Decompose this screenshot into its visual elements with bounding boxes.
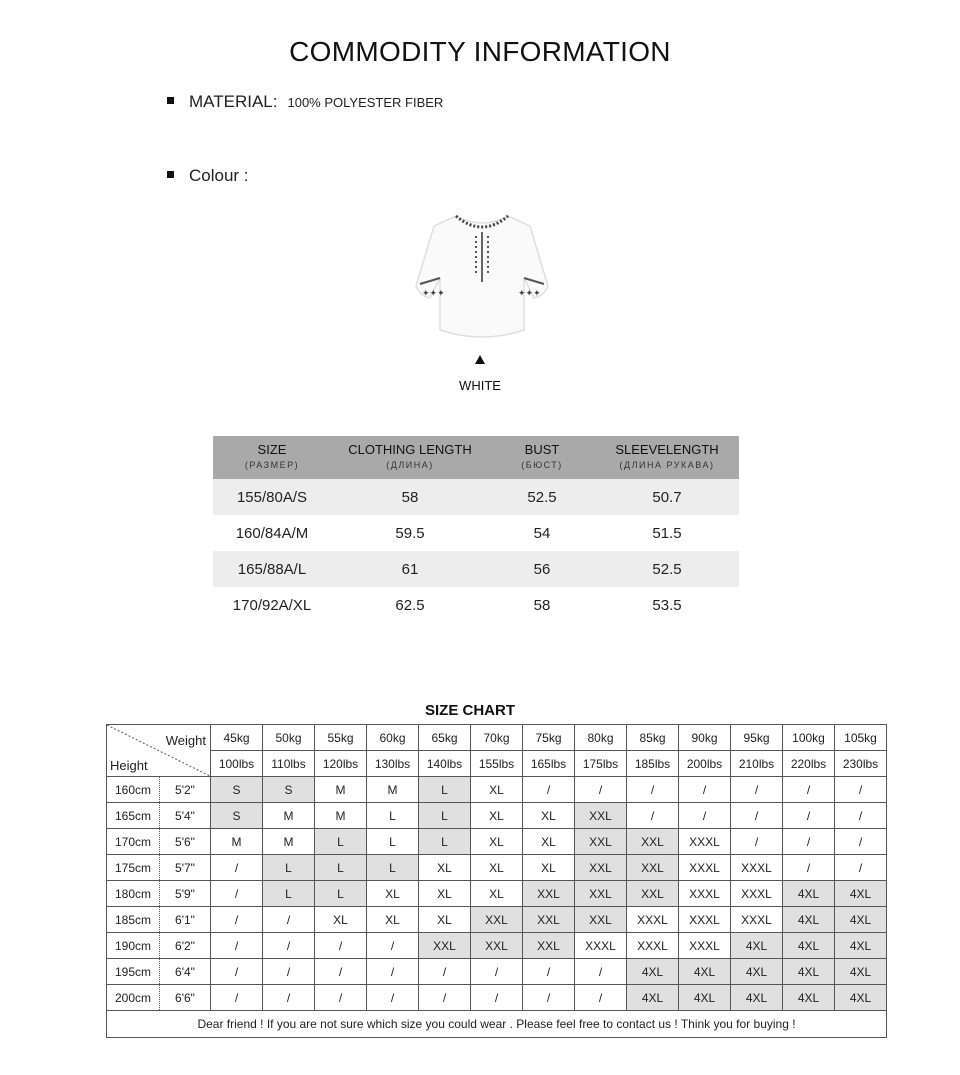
size-cell: / [783, 803, 835, 829]
size-cell: 4XL [679, 985, 731, 1011]
weight-kg-cell: 80kg [575, 725, 627, 751]
size-cell: 4XL [731, 985, 783, 1011]
table-cell: 155/80A/S [236, 488, 308, 506]
size-cell: XXXL [627, 907, 679, 933]
height-cm-cell: 190cm [107, 933, 160, 959]
height-cm-cell: 160cm [107, 777, 160, 803]
page-title: COMMODITY INFORMATION [289, 36, 671, 67]
size-cell: / [523, 959, 575, 985]
height-ft-cell: 6'4" [160, 959, 211, 985]
size-cell: / [575, 777, 627, 803]
size-cell: L [315, 829, 367, 855]
material-label: MATERIAL: [189, 92, 278, 111]
header-sublabel: (РАЗМЕР) [244, 460, 300, 470]
height-ft-cell: 5'6" [160, 829, 211, 855]
table-cell: 52.5 [652, 560, 682, 578]
table-cell: 53.5 [652, 596, 682, 614]
size-cell: / [263, 959, 315, 985]
size-cell: / [835, 803, 887, 829]
size-cell: / [211, 933, 263, 959]
size-cell: / [263, 933, 315, 959]
size-chart-row [107, 959, 887, 985]
size-cell: 4XL [679, 959, 731, 985]
height-ft-cell: 5'7" [160, 855, 211, 881]
size-cell: / [627, 803, 679, 829]
size-cell: / [367, 985, 419, 1011]
colour-label: Colour : [189, 166, 249, 185]
size-cell: / [315, 985, 367, 1011]
height-ft-cell: 6'6" [160, 985, 211, 1011]
size-cell: / [367, 959, 419, 985]
size-cell: L [315, 881, 367, 907]
size-cell: L [419, 777, 471, 803]
size-table-header-cell [213, 436, 331, 479]
size-cell: / [575, 959, 627, 985]
size-cell: / [523, 777, 575, 803]
weight-kg-cell: 65kg [419, 725, 471, 751]
arrow-up-icon [475, 355, 485, 364]
size-cell: / [367, 933, 419, 959]
bullet-square-icon [167, 97, 174, 104]
size-cell: M [263, 803, 315, 829]
height-ft-cell: 5'9" [160, 881, 211, 907]
size-cell: M [367, 777, 419, 803]
size-cell: L [419, 803, 471, 829]
size-cell: M [211, 829, 263, 855]
size-cell: XXL [627, 855, 679, 881]
table-cell: 59.5 [395, 524, 425, 542]
bullet-square-icon [167, 171, 174, 178]
size-chart-row [107, 881, 887, 907]
size-cell: XXL [523, 933, 575, 959]
size-cell: / [211, 907, 263, 933]
size-table-header-cell [595, 436, 739, 479]
size-cell: / [211, 959, 263, 985]
size-cell: XXL [575, 855, 627, 881]
size-cell: XXL [627, 881, 679, 907]
table-row [213, 479, 739, 515]
size-cell: XL [419, 881, 471, 907]
weight-kg-cell: 75kg [523, 725, 575, 751]
size-cell: XXL [575, 881, 627, 907]
colour-row [167, 166, 249, 186]
size-measurement-table [213, 436, 739, 623]
table-cell: 52.5 [527, 488, 557, 506]
weight-kg-cell: 60kg [367, 725, 419, 751]
size-cell: / [783, 777, 835, 803]
header-label: CLOTHING LENGTH [348, 442, 472, 457]
size-cell: XL [367, 907, 419, 933]
table-cell: 51.5 [652, 524, 682, 542]
height-ft-cell: 6'2" [160, 933, 211, 959]
size-cell: / [471, 985, 523, 1011]
size-cell: 4XL [627, 985, 679, 1011]
weight-lbs-cell: 200lbs [679, 751, 731, 777]
weight-lbs-cell: 230lbs [835, 751, 887, 777]
size-cell: / [211, 855, 263, 881]
weight-lbs-cell: 120lbs [315, 751, 367, 777]
size-cell: XL [315, 907, 367, 933]
table-cell: 50.7 [652, 488, 682, 506]
colour-name: WHITE [459, 378, 501, 393]
size-cell: L [263, 881, 315, 907]
size-cell: XL [367, 881, 419, 907]
chart-corner-cell [107, 725, 211, 777]
height-ft-cell: 5'2" [160, 777, 211, 803]
weight-kg-cell: 100kg [783, 725, 835, 751]
size-cell: / [263, 907, 315, 933]
table-cell: 62.5 [395, 596, 425, 614]
size-chart-title: SIZE CHART [425, 702, 515, 719]
size-cell: L [263, 855, 315, 881]
size-cell: / [315, 959, 367, 985]
size-cell: XL [419, 907, 471, 933]
size-cell: 4XL [835, 881, 887, 907]
table-row [213, 515, 739, 551]
size-cell: / [731, 829, 783, 855]
size-cell: 4XL [835, 907, 887, 933]
weight-kg-cell: 105kg [835, 725, 887, 751]
size-chart-row [107, 985, 887, 1011]
size-cell: / [627, 777, 679, 803]
size-cell: / [835, 855, 887, 881]
size-cell: 4XL [783, 881, 835, 907]
header-label: SIZE [257, 442, 287, 457]
weight-lbs-cell: 100lbs [211, 751, 263, 777]
size-chart-row [107, 803, 887, 829]
size-cell: S [211, 803, 263, 829]
size-chart-table [106, 724, 887, 1038]
size-cell: 4XL [783, 959, 835, 985]
size-cell: / [315, 933, 367, 959]
height-cm-cell: 170cm [107, 829, 160, 855]
size-cell: XXL [471, 907, 523, 933]
size-chart-row [107, 855, 887, 881]
weight-kg-cell: 70kg [471, 725, 523, 751]
size-cell: / [835, 829, 887, 855]
size-cell: / [731, 803, 783, 829]
size-cell: / [263, 985, 315, 1011]
size-cell: / [835, 777, 887, 803]
size-cell: 4XL [627, 959, 679, 985]
size-cell: 4XL [835, 933, 887, 959]
size-cell: XXL [575, 907, 627, 933]
weight-kg-cell: 90kg [679, 725, 731, 751]
size-cell: XXXL [731, 907, 783, 933]
size-cell: XXL [575, 829, 627, 855]
size-chart-row [107, 907, 887, 933]
size-cell: S [263, 777, 315, 803]
height-cm-cell: 165cm [107, 803, 160, 829]
size-cell: XXXL [575, 933, 627, 959]
size-cell: XL [471, 803, 523, 829]
size-cell: / [419, 985, 471, 1011]
height-axis-label: Height [110, 758, 148, 773]
size-cell: M [315, 803, 367, 829]
size-cell: XL [471, 881, 523, 907]
size-cell: XXXL [627, 933, 679, 959]
size-cell: XXXL [731, 881, 783, 907]
size-cell: XXL [523, 881, 575, 907]
size-cell: XXL [471, 933, 523, 959]
weight-lbs-cell: 165lbs [523, 751, 575, 777]
size-table-header-cell [489, 436, 595, 479]
size-cell: XXXL [679, 933, 731, 959]
height-cm-cell: 175cm [107, 855, 160, 881]
size-cell: XXXL [679, 907, 731, 933]
size-cell: L [419, 829, 471, 855]
header-label: SLEEVELENGTH [615, 442, 719, 457]
weight-lbs-cell: 185lbs [627, 751, 679, 777]
weight-lbs-cell: 175lbs [575, 751, 627, 777]
table-row [213, 587, 739, 623]
size-cell: L [367, 855, 419, 881]
table-cell: 54 [533, 524, 551, 542]
height-cm-cell: 185cm [107, 907, 160, 933]
height-ft-cell: 6'1" [160, 907, 211, 933]
size-cell: / [471, 959, 523, 985]
svg-text:✦✦✦: ✦✦✦ [518, 289, 541, 299]
weight-kg-cell: 45kg [211, 725, 263, 751]
weight-lbs-cell: 210lbs [731, 751, 783, 777]
height-cm-cell: 180cm [107, 881, 160, 907]
weight-kg-cell: 50kg [263, 725, 315, 751]
size-cell: L [315, 855, 367, 881]
size-chart-footer: Dear friend ! If you are not sure which size you could wear . Please feel free to contact us ! Think you for buying ! [107, 1011, 887, 1038]
table-cell: 61 [401, 560, 419, 578]
weight-kg-row [107, 725, 887, 751]
weight-lbs-row [107, 751, 887, 777]
table-cell: 58 [401, 488, 419, 506]
size-cell: XXXL [679, 855, 731, 881]
size-cell: XL [523, 829, 575, 855]
size-chart-row [107, 777, 887, 803]
table-cell: 170/92A/XL [232, 596, 312, 614]
weight-kg-cell: 55kg [315, 725, 367, 751]
material-row [167, 92, 443, 112]
size-cell: XXXL [731, 855, 783, 881]
size-cell: XXL [627, 829, 679, 855]
height-cm-cell: 200cm [107, 985, 160, 1011]
size-cell: / [575, 985, 627, 1011]
size-cell: M [315, 777, 367, 803]
size-cell: XXL [523, 907, 575, 933]
size-cell: S [211, 777, 263, 803]
size-cell: XXL [575, 803, 627, 829]
svg-text:✦✦✦: ✦✦✦ [422, 289, 445, 299]
size-cell: XXXL [679, 881, 731, 907]
header-label: BUST [524, 442, 560, 457]
size-cell: 4XL [783, 985, 835, 1011]
size-table-header-cell [331, 436, 489, 479]
table-row [213, 551, 739, 587]
weight-lbs-cell: 140lbs [419, 751, 471, 777]
size-cell: 4XL [835, 959, 887, 985]
size-table-header [213, 436, 739, 479]
size-cell: L [367, 803, 419, 829]
size-cell: XL [471, 855, 523, 881]
size-cell: / [731, 777, 783, 803]
size-cell: / [679, 803, 731, 829]
size-cell: / [783, 855, 835, 881]
size-chart-row [107, 829, 887, 855]
size-cell: / [783, 829, 835, 855]
weight-kg-cell: 95kg [731, 725, 783, 751]
size-cell: 4XL [731, 959, 783, 985]
size-chart-row [107, 933, 887, 959]
weight-lbs-cell: 130lbs [367, 751, 419, 777]
size-cell: 4XL [783, 907, 835, 933]
header-sublabel: (ДЛИНА) [386, 460, 434, 470]
size-cell: XL [471, 777, 523, 803]
table-cell: 165/88A/L [237, 560, 307, 578]
size-cell: M [263, 829, 315, 855]
size-cell: XL [471, 829, 523, 855]
size-cell: / [523, 985, 575, 1011]
weight-axis-label: Weight [165, 733, 206, 748]
material-value: 100% POLYESTER FIBER [287, 95, 444, 110]
table-cell: 58 [533, 596, 551, 614]
white-blouse-image [412, 208, 552, 346]
size-cell: / [679, 777, 731, 803]
size-chart-footer-row [107, 1011, 887, 1038]
weight-kg-cell: 85kg [627, 725, 679, 751]
header-sublabel: (ДЛИНА РУКАВА) [619, 460, 715, 470]
table-cell: 56 [533, 560, 551, 578]
size-cell: XXXL [679, 829, 731, 855]
height-cm-cell: 195cm [107, 959, 160, 985]
weight-lbs-cell: 155lbs [471, 751, 523, 777]
header-sublabel: (БЮСТ) [521, 460, 563, 470]
size-cell: 4XL [731, 933, 783, 959]
table-cell: 160/84A/M [235, 524, 309, 542]
size-cell: 4XL [783, 933, 835, 959]
size-cell: / [419, 959, 471, 985]
size-cell: L [367, 829, 419, 855]
size-cell: / [211, 881, 263, 907]
size-cell: XL [523, 855, 575, 881]
weight-lbs-cell: 110lbs [263, 751, 315, 777]
weight-lbs-cell: 220lbs [783, 751, 835, 777]
size-cell: / [211, 985, 263, 1011]
size-cell: XL [523, 803, 575, 829]
size-cell: XL [419, 855, 471, 881]
size-cell: 4XL [835, 985, 887, 1011]
height-ft-cell: 5'4" [160, 803, 211, 829]
size-cell: XXL [419, 933, 471, 959]
